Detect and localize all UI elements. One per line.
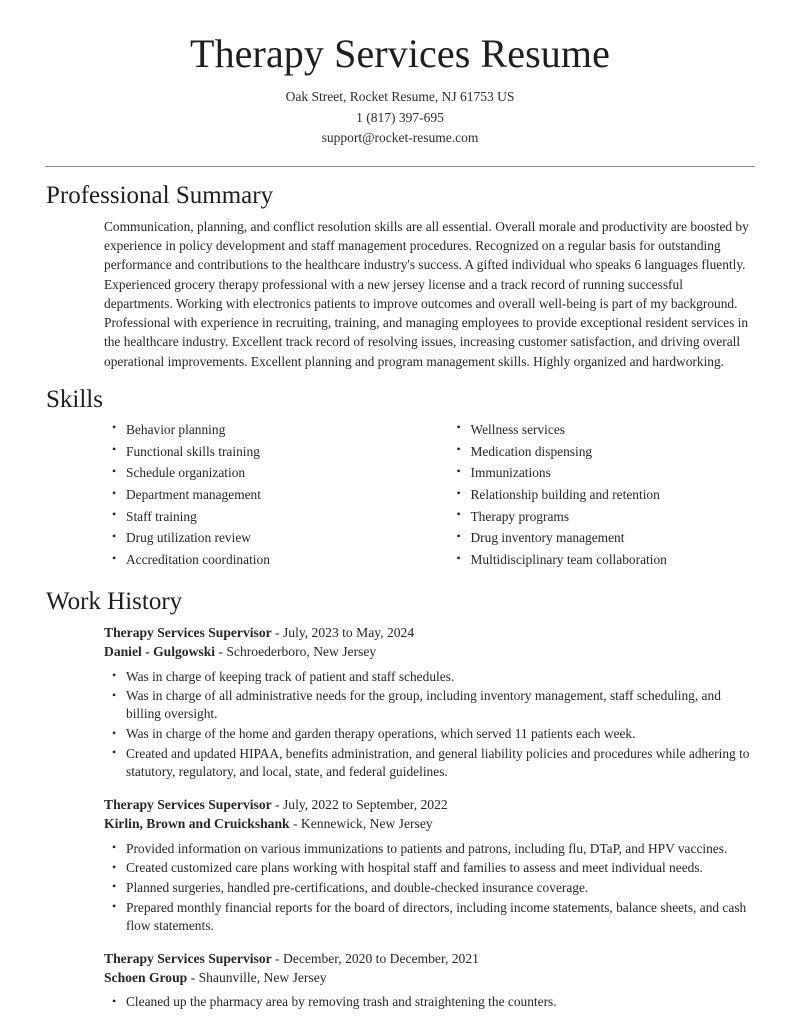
job-title-line: Therapy Services Supervisor - December, 2020 to December, 2021 <box>104 950 479 966</box>
skill-item: • Drug inventory management <box>449 529 756 547</box>
job-location: Shaunville, New Jersey <box>198 970 327 986</box>
skill-item: • Multidisciplinary team collaboration <box>449 551 756 569</box>
skill-item: • Behavior planning <box>104 421 430 439</box>
skill-item: • Immunizations <box>449 464 756 482</box>
work-history-entry <box>104 623 755 781</box>
job-dates: December, 2020 to December, 2021 <box>282 950 479 966</box>
resume-header <box>45 0 755 167</box>
contact-block <box>45 87 755 149</box>
job-company: Schoen Group <box>104 970 188 986</box>
skill-item: • Department management <box>104 486 430 504</box>
summary-body <box>45 217 755 371</box>
job-bullet: • Planned surgeries, handled pre-certifications, and double-checked insurance coverage. <box>104 879 755 897</box>
job-bullet: • Cleaned up the pharmacy area by removing trash and straightening the counters. <box>104 993 755 1011</box>
job-location: Kennewick, New Jersey <box>300 816 433 832</box>
skill-item: • Functional skills training <box>104 443 430 461</box>
section-heading-summary: Professional Summary <box>46 181 274 209</box>
job-bullet: • Was in charge of the home and garden therapy operations, which served 11 patients each week. <box>104 725 755 743</box>
job-bullet-list <box>104 840 755 935</box>
contact-phone: 1 (817) 397-695 <box>356 109 444 125</box>
job-bullet-list <box>104 668 755 781</box>
skill-item: • Relationship building and retention <box>449 486 756 504</box>
work-history-list <box>45 623 755 1012</box>
job-bullet: • Created customized care plans working with hospital staff and families to assess and meet individual needs. <box>104 859 755 877</box>
skill-item: • Staff training <box>104 508 430 526</box>
skill-item: • Accreditation coordination <box>104 551 430 569</box>
skill-item: • Therapy programs <box>449 508 756 526</box>
section-professional-summary <box>45 181 755 371</box>
job-title-line: Therapy Services Supervisor - July, 2023 to May, 2024 <box>104 624 415 640</box>
job-company: Kirlin, Brown and Cruickshank <box>104 816 290 832</box>
work-history-entry <box>104 949 755 1012</box>
section-heading-work-history: Work History <box>46 587 183 615</box>
job-bullet: • Created and updated HIPAA, benefits administration, and general liability policies and procedures while adhering to statutory, regulatory, and local, state, and federal guidelines. <box>104 745 755 781</box>
header-divider <box>45 166 755 167</box>
summary-paragraph: Communication, planning, and conflict resolution skills are all essential. Overall morale and productivity are boosted by experience in policy development and staff management procedures. Recognized on a regular basis for outstanding performance and contributions to the healthcare industry's success. A gifted individual who speaks 6 languages fluently. Experienced grocery therapy professional with a new jersey license and a track record of running successful departments. Working with electronics patients to improve outcomes and overall well-being is part of my background. Professional with experience in recruiting, training, and managing employees to provide exceptional resident services in the healthcare industry. Excellent track record of resolving issues, increasing customer satisfaction, and driving overall operational improvements. Excellent planning and program management skills. Highly organized and hardworking. <box>104 218 749 369</box>
section-heading-skills: Skills <box>46 385 103 413</box>
job-location: Schroederboro, New Jersey <box>226 644 377 660</box>
skills-columns <box>45 421 755 573</box>
skill-item: • Schedule organization <box>104 464 430 482</box>
job-company: Daniel - Gulgowski <box>104 644 216 660</box>
skills-column-left <box>104 421 430 573</box>
job-dates: July, 2023 to May, 2024 <box>282 624 415 640</box>
section-work-history <box>45 587 755 1012</box>
job-bullet: • Prepared monthly financial reports for the board of directors, including income statements, balance sheets, and cash flow statements. <box>104 899 755 935</box>
skill-item: • Wellness services <box>449 421 756 439</box>
job-title-line: Therapy Services Supervisor - July, 2022 to September, 2022 <box>104 796 448 812</box>
page-title: Therapy Services Resume <box>190 31 610 76</box>
skills-column-right <box>430 421 756 573</box>
job-company-line: Kirlin, Brown and Cruickshank - Kennewick, New Jersey <box>104 816 433 832</box>
job-bullet-list <box>104 993 755 1011</box>
section-skills <box>45 385 755 573</box>
job-bullet: • Was in charge of keeping track of patient and staff schedules. <box>104 668 755 686</box>
job-title: Therapy Services Supervisor <box>104 624 272 640</box>
job-bullet: • Was in charge of all administrative needs for the group, including inventory management, staff scheduling, and billing oversight. <box>104 687 755 723</box>
job-company-line: Daniel - Gulgowski - Schroederboro, New Jersey <box>104 644 377 660</box>
contact-address: Oak Street, Rocket Resume, NJ 61753 US <box>285 89 515 105</box>
job-title: Therapy Services Supervisor <box>104 796 272 812</box>
skill-item: • Medication dispensing <box>449 443 756 461</box>
contact-email: support@rocket-resume.com <box>321 130 479 146</box>
job-bullet: • Provided information on various immunizations to patients and patrons, including flu, DTaP, and HPV vaccines. <box>104 840 755 858</box>
work-history-entry <box>104 795 755 935</box>
skill-item: • Drug utilization review <box>104 529 430 547</box>
skills-list-right <box>449 421 756 569</box>
job-dates: July, 2022 to September, 2022 <box>282 796 448 812</box>
job-company-line: Schoen Group - Shaunville, New Jersey <box>104 970 327 986</box>
skills-list-left <box>104 421 430 569</box>
job-title: Therapy Services Supervisor <box>104 950 272 966</box>
